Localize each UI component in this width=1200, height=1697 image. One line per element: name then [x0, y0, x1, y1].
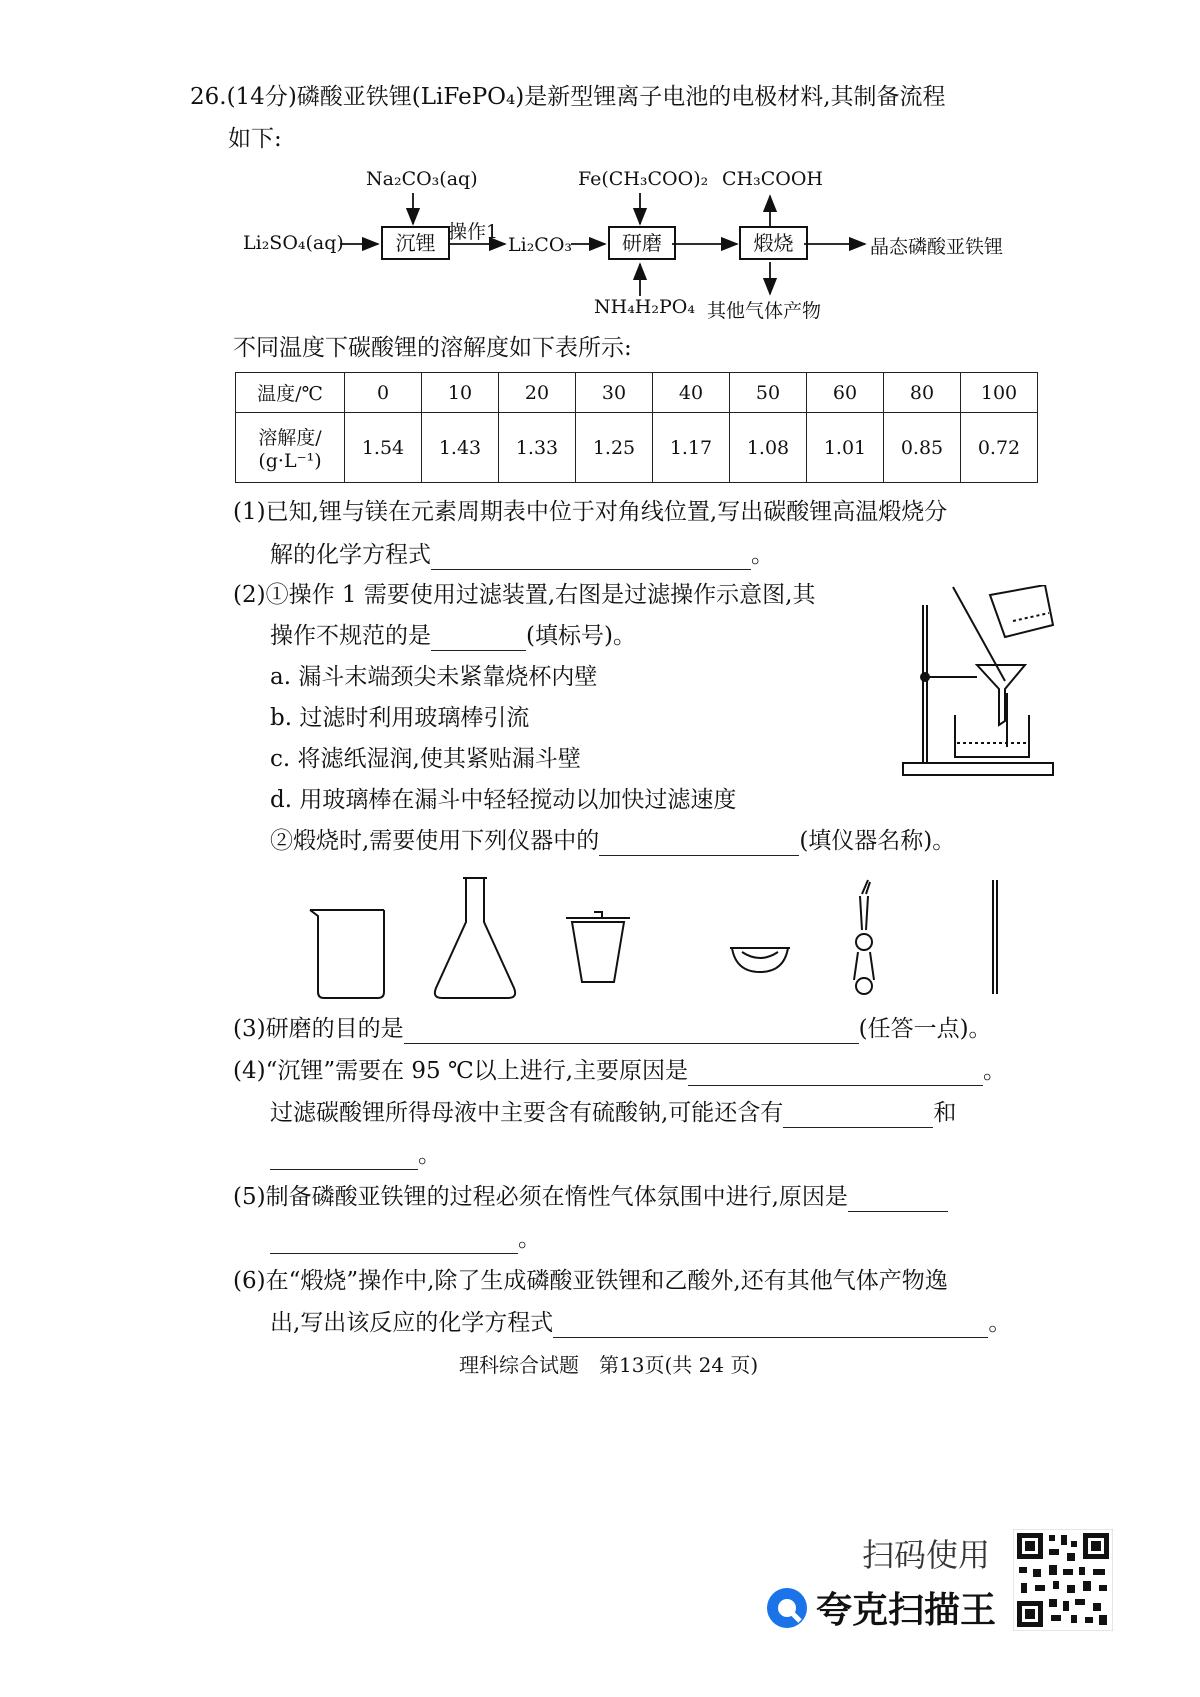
table-cell: 1.17 [653, 413, 730, 483]
q3-prompt: (3)研磨的目的是 [233, 1016, 404, 1042]
q6-answer-blank[interactable] [553, 1313, 988, 1338]
qr-code-icon[interactable] [1013, 1529, 1113, 1631]
page-footer: 理科综合试题 第13页(共 24 页) [459, 1353, 759, 1377]
q6-end: 。 [988, 1310, 1012, 1336]
flow-box-duanshao: 煅烧 [739, 226, 808, 260]
scan-prompt: 扫码使用 [862, 1536, 991, 1574]
q2-option-d: d. 用玻璃棒在漏斗中轻轻搅动以加快过滤速度 [270, 787, 737, 813]
q2-part2-prompt: ②煅烧时,需要使用下列仪器中的 [270, 828, 600, 854]
table-caption: 不同温度下碳酸锂的溶解度如下表所示: [233, 335, 632, 361]
solubility-header-line2: (g·L⁻¹) [258, 450, 322, 472]
q2-prompt: 操作不规范的是 [270, 623, 431, 649]
table-cell: 20 [499, 373, 576, 413]
table-row-temperature [236, 373, 1038, 413]
brand-watermark [766, 1582, 996, 1633]
q1-line2 [270, 540, 774, 570]
crucible-tongs-instrument [854, 880, 874, 994]
table-cell: 1.43 [422, 413, 499, 483]
q4-line2 [270, 1098, 956, 1128]
flow-out-ch3cooh: CH₃COOH [722, 168, 823, 190]
flow-feed-li2so4: Li₂SO₄(aq) [243, 232, 344, 254]
flow-op1-label: 操作1 [448, 221, 499, 243]
q5-line1 [233, 1182, 948, 1212]
table-cell: 80 [884, 373, 961, 413]
q4-line3 [270, 1140, 441, 1170]
flow-box-yanmo: 研磨 [608, 226, 676, 260]
q4-answer-blank-2[interactable] [783, 1103, 933, 1128]
table-cell: 1.25 [576, 413, 653, 483]
flow-box-chenli: 沉锂 [381, 226, 450, 260]
conical-flask-instrument [435, 878, 515, 998]
q4-answer-blank-3[interactable] [270, 1145, 418, 1170]
q5-answer-blank-1[interactable] [848, 1187, 948, 1212]
q2-fill-hint: (填标号)。 [526, 623, 636, 649]
q5-line2 [270, 1224, 541, 1254]
pouring-beaker [990, 585, 1053, 637]
table-cell: 1.33 [499, 413, 576, 483]
flow-product: 晶态磷酸亚铁锂 [870, 236, 1004, 258]
flow-li2co3: Li₂CO₃ [508, 234, 573, 256]
q1-prompt: 解的化学方程式 [270, 542, 431, 568]
filtration-apparatus-figure [895, 585, 1070, 785]
q4-line2-prompt: 过滤碳酸锂所得母液中主要含有硫酸钠,可能还含有 [270, 1100, 784, 1126]
q1-line1: (1)已知,锂与镁在元素周期表中位于对角线位置,写出碳酸锂高温煅烧分 [233, 499, 948, 525]
q2-answer-blank[interactable] [431, 626, 526, 651]
q3-line [233, 1014, 992, 1044]
q26-intro-line2: 如下: [228, 126, 282, 152]
q6-prompt: 出,写出该反应的化学方程式 [270, 1310, 554, 1336]
q6-line2 [270, 1308, 1011, 1338]
q3-end: (任答一点)。 [858, 1016, 992, 1042]
flow-arrows [0, 0, 1200, 330]
q5-answer-blank-2[interactable] [270, 1229, 518, 1254]
instrument-row [280, 870, 1070, 1000]
q4-line1 [233, 1056, 1006, 1086]
q1-end: 。 [751, 542, 774, 568]
q5-prompt: (5)制备磷酸亚铁锂的过程必须在惰性气体氛围中进行,原因是 [233, 1184, 848, 1210]
q2-line1: (2)①操作 1 需要使用过滤装置,右图是过滤操作示意图,其 [233, 582, 816, 608]
q2-option-c: c. 将滤纸湿润,使其紧贴漏斗壁 [270, 746, 581, 772]
q3-answer-blank[interactable] [404, 1019, 859, 1044]
flow-other-gas: 其他气体产物 [707, 300, 822, 322]
q5-end: 。 [518, 1226, 541, 1252]
table-cell: 100 [961, 373, 1038, 413]
flow-reagent-feac: Fe(CH₃COO)₂ [578, 168, 709, 190]
table-cell: 1.01 [807, 413, 884, 483]
solubility-table [235, 372, 1038, 483]
q4-line1-end: 。 [983, 1058, 1007, 1084]
q2-part2 [270, 826, 955, 856]
q4-answer-blank-1[interactable] [688, 1061, 983, 1086]
table-cell: 30 [576, 373, 653, 413]
crucible-instrument [566, 912, 630, 982]
q2-part2-blank[interactable] [599, 831, 799, 856]
q2-option-b: b. 过滤时利用玻璃棒引流 [270, 705, 530, 731]
table-cell: 60 [807, 373, 884, 413]
stand-base [903, 763, 1053, 775]
q26-intro-line1: 26.(14分)磷酸亚铁锂(LiFePO₄)是新型锂离子电池的电极材料,其制备流程 [190, 84, 946, 110]
receiving-beaker [955, 715, 1029, 757]
q1-answer-blank[interactable] [431, 545, 751, 570]
flow-reagent-na2co3: Na₂CO₃(aq) [366, 168, 478, 190]
glass-rod-instrument [993, 880, 997, 994]
table-cell: 1.08 [730, 413, 807, 483]
table-header-temperature: 温度/℃ [236, 373, 345, 413]
table-cell: 0.72 [961, 413, 1038, 483]
table-cell: 50 [730, 373, 807, 413]
quark-logo-icon [766, 1587, 808, 1629]
q4-prompt: (4)“沉锂”需要在 95 ℃以上进行,主要原因是 [233, 1058, 689, 1084]
solubility-header-line1: 溶解度/ [258, 427, 322, 449]
table-row-solubility [236, 413, 1038, 483]
q2-part2-hint: (填仪器名称)。 [799, 828, 956, 854]
table-cell: 0 [345, 373, 422, 413]
q4-line3-end: 。 [418, 1142, 441, 1168]
table-header-solubility [236, 413, 345, 483]
brand-name: 夸克扫描王 [816, 1590, 997, 1631]
q2-line2 [270, 621, 636, 651]
table-cell: 10 [422, 373, 499, 413]
q4-and: 和 [933, 1100, 957, 1126]
beaker-instrument [310, 910, 384, 998]
q6-line1: (6)在“煅烧”操作中,除了生成磷酸亚铁锂和乙酸外,还有其他气体产物逸 [233, 1268, 948, 1294]
flow-reagent-nh4h2po4: NH₄H₂PO₄ [594, 296, 695, 318]
evaporating-dish-instrument [730, 948, 790, 972]
table-cell: 0.85 [884, 413, 961, 483]
table-cell: 1.54 [345, 413, 422, 483]
table-cell: 40 [653, 373, 730, 413]
q2-option-a: a. 漏斗末端颈尖未紧靠烧杯内壁 [270, 664, 598, 690]
